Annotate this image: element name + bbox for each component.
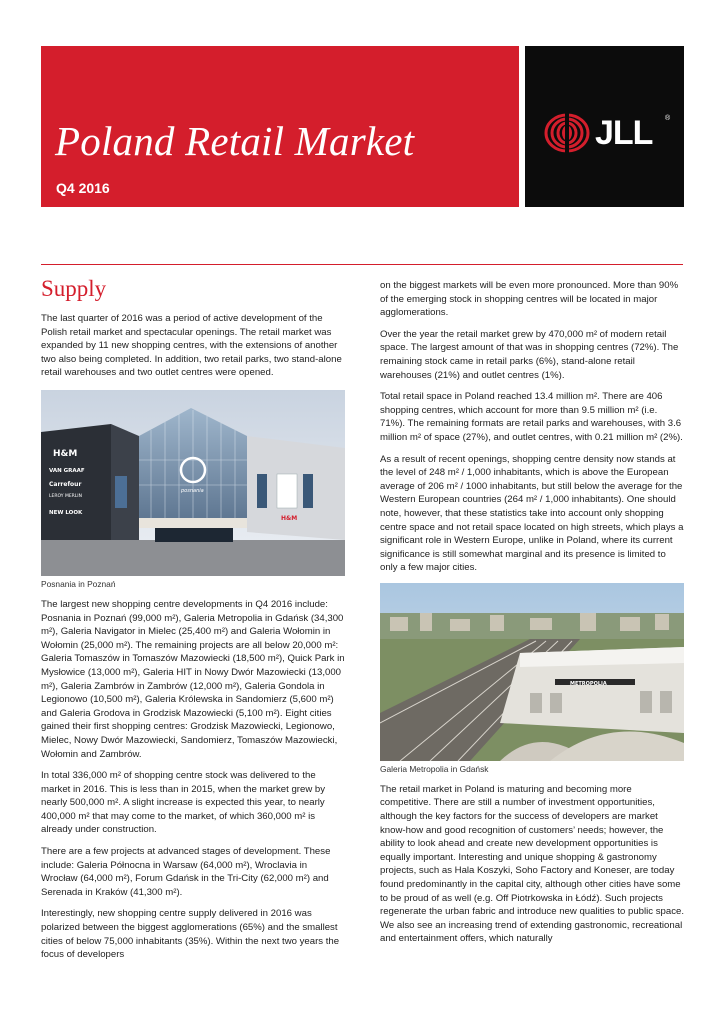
sign-hm-2: H&M bbox=[281, 514, 298, 522]
brand-name: JLL bbox=[595, 114, 653, 152]
brand-panel bbox=[525, 46, 684, 207]
supply-paragraph-r4: As a result of recent openings, shopping centre density now stands at the level of 248 m² / 1,000 inhabitants, which is above the European average of 206 m² / 1000 inhabitants, but still below the average for the Western European countries (264 m² / 1,000 inhabitants). One should note, however, that these statistics take into account only shopping centre space and not retail space located on high streets, which plays a significant role in Western Europe, unlike in Poland, where its current significance is still somewhat marginal and its presence is limited to only a few major cities. bbox=[380, 453, 684, 574]
right-column bbox=[380, 279, 684, 954]
supply-paragraph-4: There are a few projects at advanced stages of development. These include: Galeria Północna in Warsaw (64,000 m²), Wroclavia in Wrocław (64,000 m²), Forum Gdańsk in the Tri-City (62,000 m²) and Serenada in Kraków (41,300 m²). bbox=[41, 846, 331, 898]
supply-paragraph-r3: Total retail space in Poland reached 13.4 million m². There are 406 shopping centres, which account for more than 9.5 million m² (i.e. 71%). The remaining formats are retail parks and warehouses, with 3.6 million m² of space (27%), and outlet centres, with 0.21 million m² (2%). bbox=[380, 391, 683, 443]
sign-posnania: posnania bbox=[181, 487, 204, 494]
sign-newlook: NEW LOOK bbox=[49, 509, 83, 516]
photo-caption-posnania: Posnania in Poznań bbox=[41, 578, 116, 589]
sign-vangraaf: VAN GRAAF bbox=[49, 467, 85, 474]
sign-carrefour: Carrefour bbox=[49, 480, 82, 488]
posnania-photo bbox=[41, 390, 345, 576]
jll-logo bbox=[543, 113, 671, 153]
sign-metropolia: METROPOLIA bbox=[570, 680, 607, 687]
registered-mark: ® bbox=[665, 115, 671, 122]
section-divider bbox=[41, 264, 683, 265]
supply-paragraph-r1: on the biggest markets will be even more pronounced. More than 90% of the emerging stock in shopping centres will be located in major agglomerations. bbox=[380, 280, 679, 319]
left-column bbox=[41, 268, 345, 970]
supply-paragraph-r5: The retail market in Poland is maturing and becoming more competitive. There are still a number of investment opportunities, although the key factors for the success of developers are market know-how and good recognition of customers’ needs; however, the ability to look ahead and create new development opportunities is equally important. Interesting and unique shopping & gastronomy projects, such as Hala Koszyki, Soho Factory and Koneser, are today found predominantly in the capital city, although other cities have some to be proud of as well (e.g. Off Piotrkowska in Łódź). Such projects regenerate the urban fabric and introduce new qualities to public space. We also see an increasing trend of extending gastronomic, recreational and entertainment offers, which naturally bbox=[380, 783, 684, 945]
report-title: Poland Retail Market bbox=[55, 118, 415, 164]
supply-paragraph-r2: Over the year the retail market grew by 470,000 m² of modern retail space. The largest amount of that was in shopping centres (72%). The remaining stock came in retail parks (6%), stand-alone retail warehouses (21%) and outlet centres (1%). bbox=[380, 328, 679, 381]
header-banner bbox=[41, 46, 519, 207]
metropolia-photo bbox=[380, 583, 684, 761]
metropolia-illustration bbox=[380, 583, 684, 761]
supply-heading: Supply bbox=[41, 276, 107, 301]
jll-ribbon-icon bbox=[543, 113, 591, 153]
supply-paragraph-3: In total 336,000 m² of shopping centre stock was delivered to the market in 2016. This is less than in 2015, when the market grew by nearly 500,000 m². A slight increase is expected this year, to nearly 400,000 m² that may come to the market, of which 360,000 m² is already under construction. bbox=[41, 770, 326, 836]
photo-caption-metropolia: Galeria Metropolia in Gdańsk bbox=[380, 763, 489, 774]
sign-hm: H&M bbox=[53, 448, 78, 459]
report-period: Q4 2016 bbox=[56, 180, 110, 196]
supply-paragraph-2: The largest new shopping centre developments in Q4 2016 include: Posnania in Poznań (99,000 m²), Galeria Metropolia in Gdańsk (34,300 m²), Galeria Navigator in Mielec (25,400 m²) and Galeria Wołomin in Wołomin (25,000 m²). The remaining projects are all below 20,000 m²: Galeria Tomaszów in Tomaszów Mazowiecki (18,500 m²), Quick Park in Mysłowice (13,000 m²), Galeria HIT in Nowy Dwór Mazowiecki (13,000 m²), Galeria Zambrów in Zambrów (12,000 m²), Galeria Gondola in Legionowo (10,500 m²), Galeria Królewska in Sandomierz (5,600 m²) and Galeria Grodova in Grodzisk Mazowiecki (5,100 m²). Eight cities gained their first shopping centres: Grodzisk Mazowiecki, Legionowo, Mielec, Nowy Dwór Mazowiecki, Sandomierz, Tomaszów Mazowiecki, Wołomin and Zambrów. bbox=[41, 598, 345, 760]
supply-intro: The last quarter of 2016 was a period of active development of the Polish retail market and spectacular openings. The retail market was expanded by 11 new shopping centres, with the extensions of another two also being completed. In addition, two retail parks, two stand-alone retail warehouses and two outlet centres were opened. bbox=[41, 313, 342, 379]
supply-paragraph-5: Interestingly, new shopping centre supply delivered in 2016 was polarized between the biggest agglomerations (65%) and the smallest cities of below 75,000 inhabitants (35%). Within the next two years the focus of developers bbox=[41, 908, 340, 961]
posnania-illustration bbox=[41, 390, 345, 576]
sign-leroy: LEROY MERLIN bbox=[49, 493, 83, 499]
